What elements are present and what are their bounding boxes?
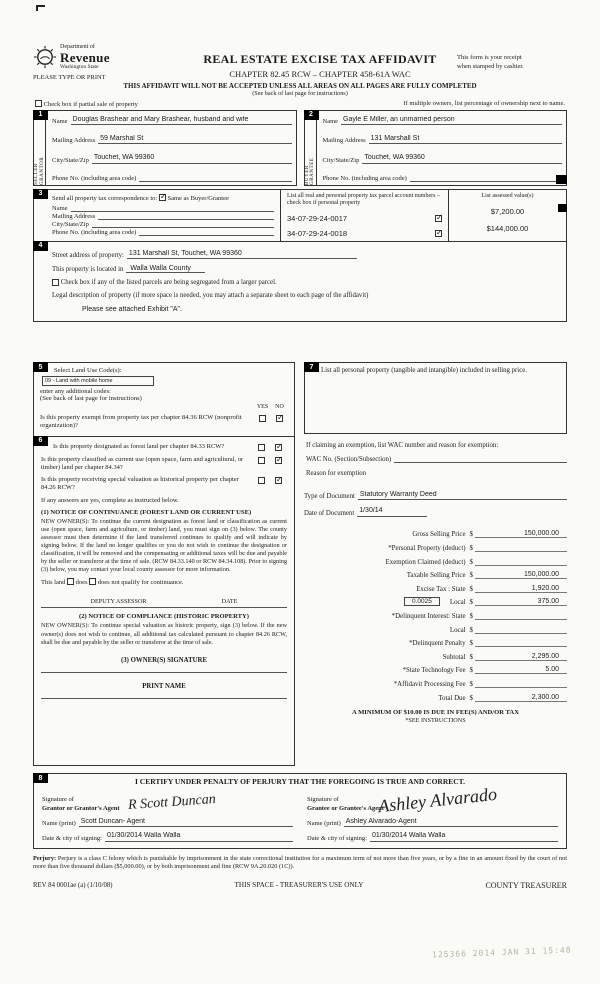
grantee-name-print-field[interactable]: Ashley Alvarado-Agent	[344, 818, 558, 827]
notice-continuance-title: (1) NOTICE OF CONTINUANCE (FOREST LAND OR CURRENT USE)	[41, 509, 252, 516]
seller-mailing-field[interactable]: 59 Marshal St	[98, 135, 291, 144]
seller-phone-label: Phone No. (including area code)	[52, 174, 137, 182]
grantee-signature[interactable]: Ashley Alvarado	[377, 783, 498, 817]
buyer-mailing-field[interactable]: 131 Marshall St	[369, 135, 562, 144]
taxable-selling-price-label: Taxable Selling Price	[406, 572, 466, 580]
forest-land-question: Is this property designated as forest land per chapter 84.33 RCW?	[53, 442, 225, 450]
segregated-checkbox[interactable]	[52, 279, 59, 286]
certification-statement: I CERTIFY UNDER PENALTY OF PERJURY THAT THE FOREGOING IS TRUE AND CORRECT.	[134, 777, 465, 787]
grantee-strip-label: GRANTEE	[310, 157, 315, 185]
currency-symbol: $	[469, 558, 473, 566]
currency-symbol: $	[469, 531, 473, 539]
perjury-lead: Perjury:	[33, 854, 57, 862]
parcel-row	[287, 229, 442, 238]
historic-question: Is this property receiving special valuation as historical property per chapter 84.26 RCW?	[41, 475, 239, 491]
scan-mark	[36, 5, 45, 11]
historic-yes-checkbox[interactable]	[258, 477, 265, 484]
buyer-name-field[interactable]: Gayle E Miller, an unmarried person	[341, 116, 562, 125]
does-checkbox[interactable]	[67, 578, 74, 585]
grantee-date-city-field[interactable]: 01/30/2014 Walla Walla	[370, 832, 558, 841]
exemption-claimed-label: Exemption Claimed (deduct)	[385, 558, 466, 566]
currency-symbol: $	[469, 599, 473, 607]
grantee-sig-label-2: Grantee or Grantee's Agent	[307, 804, 384, 812]
section-8	[33, 773, 567, 849]
buyer-city-field[interactable]: Touchet, WA 99360	[362, 154, 562, 163]
parcel-number-field[interactable]: 34-07-29-24-0018	[287, 228, 348, 238]
parcel-number-field[interactable]: 34-07-29-24-0017	[287, 213, 348, 223]
personal-property-deduct-label: *Personal Property (deduct)	[388, 545, 466, 552]
perjury-text: Perjury is a class C felony which is punishable by imprisonment in the state correctional institution for a maximum term of not more than five years, or by a fine in an amount fixed by the court of not more than five thousand dollars ($5,000.00), or by both imprisonment and fine (RCW 9A.20.020 (1C)).	[33, 854, 567, 871]
owner-signature-line[interactable]	[41, 672, 287, 673]
land-use-label: Select Land Use Code(s):	[54, 367, 122, 375]
seller-mailing-label: Mailing Address	[52, 137, 96, 145]
affidavit-processing-fee-label: *Affidavit Processing Fee	[393, 680, 466, 688]
perjury-notice	[33, 855, 567, 872]
grantee-date-city-label: Date & city of signing:	[307, 834, 367, 842]
see-back-note: (See back of last page for instructions)	[252, 89, 348, 97]
form-header	[33, 44, 567, 81]
forest-no-checkbox[interactable]	[275, 444, 282, 451]
section-6-badge: 6	[33, 436, 48, 446]
grantor-name-print-label: Name (print)	[42, 820, 76, 828]
receipt-note-line1: This form is your receipt	[457, 54, 522, 61]
current-use-no-checkbox[interactable]	[275, 457, 282, 464]
wac-number-label: WAC No. (Section/Subsection)	[306, 456, 392, 464]
yes-column-header: YES	[256, 404, 269, 411]
legal-description-field[interactable]: Please see attached Exhibit "A".	[82, 306, 182, 314]
section-2-badge: 2	[304, 110, 319, 120]
doc-type-label: Type of Document	[304, 493, 355, 501]
buyer-name-label: Name	[322, 118, 339, 126]
historic-no-checkbox[interactable]	[275, 477, 282, 484]
state-technology-fee-label: *State Technology Fee	[402, 667, 466, 675]
section-4	[33, 241, 567, 322]
notice-compliance-body: NEW OWNER(S): To continue special valuation as historic property, sign (3) below. If the new owner(s) does not wish to continue, all additional tax calculated pursuant to chapter 84.26 RCW, shall be due and payable by the seller or transferor at the time of sale.	[41, 622, 287, 646]
section-7	[304, 362, 567, 766]
seller-strip-label: SELLER	[34, 162, 39, 185]
section-3	[33, 189, 567, 242]
delinquent-interest-state-field[interactable]	[475, 619, 567, 620]
please-type-label: PLEASE TYPE OR PRINT	[33, 73, 106, 81]
parcel-personal-checkbox[interactable]	[435, 230, 442, 237]
county-field[interactable]: Walla Walla County	[126, 265, 205, 273]
seller-grantor-strip	[34, 111, 46, 185]
corr-name-label: Name	[52, 204, 68, 212]
exempt-yes-checkbox[interactable]	[259, 415, 266, 422]
section-7-badge: 7	[304, 362, 319, 372]
dept-of-label: Department of	[60, 44, 95, 50]
buyer-mailing-label: Mailing Address	[322, 137, 366, 145]
delinquent-penalty-label: *Delinquent Penalty	[409, 640, 466, 648]
currency-symbol: $	[469, 653, 473, 661]
form-chapter: CHAPTER 82.45 RCW – CHAPTER 458-61A WAC	[229, 69, 411, 79]
excise-tax-state-field[interactable]: 1,920.00	[475, 585, 567, 593]
minimum-fee-note: A MINIMUM OF $10.00 IS DUE IN FEE(S) AND/OR TAX	[352, 708, 519, 716]
seller-name-label: Name	[52, 118, 68, 126]
doc-date-field[interactable]: 1/30/14	[357, 507, 427, 516]
corr-phone-field[interactable]	[139, 228, 274, 236]
total-due-label: Total Due	[438, 694, 466, 702]
current-use-yes-checkbox[interactable]	[258, 457, 265, 464]
reason-exemption-label: Reason for exemption	[306, 470, 367, 478]
section-5-badge: 5	[33, 362, 48, 372]
personal-property-deduct-field[interactable]	[475, 551, 567, 552]
seller-name-field[interactable]: Douglas Brashear and Mary Brashear, husband and wife	[71, 116, 292, 125]
additional-codes-label: enter any additional codes:	[40, 388, 111, 396]
exempt-no-checkbox[interactable]	[276, 415, 283, 422]
buyer-section	[304, 110, 568, 186]
doc-type-field[interactable]: Statutory Warranty Deed	[358, 491, 567, 500]
segregated-label: Check box if any of the listed parcels are being segregated from a larger parcel.	[60, 279, 277, 287]
see-back-note-2: (See back of last page for instructions)	[40, 395, 142, 403]
buyer-city-label: City/State/Zip	[322, 156, 360, 164]
agency-block	[33, 44, 183, 81]
seller-city-field[interactable]: Touchet, WA 99360	[92, 154, 292, 163]
corr-name-field[interactable]	[71, 204, 274, 212]
assessed-value-field[interactable]: $144,000.00	[486, 223, 529, 233]
partial-sale-row	[35, 100, 138, 108]
forest-yes-checkbox[interactable]	[258, 444, 265, 451]
section-5	[34, 363, 294, 436]
grantor-strip-label: GRANTOR	[39, 156, 45, 185]
gross-selling-price-field[interactable]: 150,000.00	[475, 530, 567, 538]
corr-phone-label: Phone No. (including area code)	[52, 228, 137, 236]
if-yes-note: If any answers are yes, complete as instructed below.	[41, 497, 179, 504]
parcel-row	[287, 214, 442, 223]
grantee-name-print-label: Name (print)	[307, 820, 341, 828]
cashier-stamp: 125366 2014 JAN 31 15:48	[432, 945, 573, 960]
deputy-assessor-label: DEPUTY ASSESSOR	[90, 598, 147, 606]
doc-date-label: Date of Document	[304, 509, 355, 517]
qualify-suffix: qualify for continuance.	[121, 579, 184, 587]
grantor-date-city-label: Date & city of signing:	[42, 834, 102, 842]
excise-tax-local-field[interactable]: 375.00	[475, 598, 567, 606]
legal-description-label: Legal description of property (if more space is needed, you may attach a separate sheet to each page of the affidavit)	[52, 292, 369, 300]
grantor-sig-label-2: Grantor or Grantor's Agent	[42, 804, 120, 812]
same-as-buyer-label: Same as Buyer/Grantee	[167, 194, 229, 202]
does-not-checkbox[interactable]	[89, 578, 96, 585]
scan-artifact	[558, 204, 567, 212]
buyer-strip-label: BUYER	[304, 164, 310, 185]
assessed-value-header: List assessed value(s)	[481, 192, 534, 199]
corr-mailing-field[interactable]	[98, 212, 274, 220]
buyer-phone-field[interactable]	[410, 174, 562, 182]
subtotal-field[interactable]: 2,295.00	[475, 653, 567, 661]
currency-symbol: $	[469, 545, 473, 552]
section-8-badge: 8	[33, 773, 48, 783]
currency-symbol: $	[469, 612, 473, 620]
exempt-question-label: Is this property exempt from property tax per chapter 84.36 RCW (nonprofit organization)?	[40, 414, 242, 430]
delinquent-interest-state-label: *Delinquent Interest: State	[391, 612, 466, 620]
date-label: DATE	[221, 598, 238, 606]
parcel-numbers-header: List all real and personal property tax parcel account numbers – check box if personal property	[287, 192, 440, 207]
grantee-signature-block	[307, 783, 558, 842]
section-1-badge: 1	[33, 110, 48, 120]
see-instructions-note: *SEE INSTRUCTIONS	[405, 716, 466, 724]
total-due-field[interactable]: 2,300.00	[475, 694, 567, 702]
assessed-value-field[interactable]: $7,200.00	[490, 206, 525, 216]
delinquent-penalty-field[interactable]	[475, 646, 567, 647]
currency-symbol: $	[469, 667, 473, 675]
scan-artifact	[556, 175, 567, 184]
grantor-signature-block	[42, 789, 293, 842]
excise-tax-local-label: Local	[449, 599, 466, 607]
print-name-label: PRINT NAME	[142, 682, 186, 690]
land-use-select[interactable]: 09 - Land with mobile home	[42, 376, 154, 386]
currency-symbol: $	[469, 572, 473, 580]
section-6	[34, 437, 294, 766]
local-rate-box: 0.0025	[404, 597, 440, 606]
located-in-label: This property is located in	[52, 266, 124, 274]
grantee-sig-label-1: Signature of	[307, 796, 339, 804]
section-4-badge: 4	[33, 241, 48, 251]
state-technology-fee-field[interactable]: 5.00	[475, 666, 567, 674]
currency-symbol: $	[469, 626, 473, 634]
gross-selling-price-label: Gross Selling Price	[412, 531, 466, 539]
revenue-wordmark: Revenue	[60, 49, 110, 65]
grantor-signature[interactable]: R Scott Duncan	[127, 791, 216, 814]
owner-signature-label: (3) OWNER(S) SIGNATURE	[121, 656, 207, 664]
excise-tax-state-label: Excise Tax : State	[416, 585, 466, 593]
corr-city-label: City/State/Zip	[52, 220, 89, 228]
currency-symbol: $	[469, 694, 473, 702]
same-as-buyer-checkbox[interactable]	[159, 194, 166, 201]
exemption-claim-label: If claiming an exemption, list WAC number and reason for exemption:	[306, 442, 499, 450]
exemption-claimed-field[interactable]	[475, 565, 567, 566]
treasurer-space-label: THIS SPACE - TREASURER'S USE ONLY	[234, 881, 364, 890]
delinquent-interest-local-field[interactable]	[475, 633, 567, 634]
completion-warning: THIS AFFIDAVIT WILL NOT BE ACCEPTED UNLESS ALL AREAS ON ALL PAGES ARE FULLY COMPLETED	[123, 81, 477, 90]
currency-symbol: $	[469, 680, 473, 688]
corr-mailing-label: Mailing Address	[52, 212, 96, 220]
taxable-selling-price-field[interactable]: 150,000.00	[475, 571, 567, 579]
currency-symbol: $	[469, 640, 473, 648]
county-treasurer-label: COUNTY TREASURER	[485, 880, 567, 890]
seller-section	[33, 110, 297, 186]
corr-city-field[interactable]	[92, 220, 274, 228]
revenue-logo-icon	[33, 45, 57, 69]
does-not-label: does not	[97, 579, 120, 587]
deputy-signature-line[interactable]	[41, 607, 287, 608]
seller-city-label: City/State/Zip	[52, 156, 89, 164]
form-title: REAL ESTATE EXCISE TAX AFFIDAVIT	[203, 52, 437, 66]
wac-number-field[interactable]	[394, 455, 567, 463]
street-address-label: Street address of property:	[52, 252, 124, 260]
current-use-question: Is this property classified as current use (open space, farm and agricultural, or timber) land per chapter 84.34?	[41, 455, 244, 471]
seller-phone-field[interactable]	[139, 174, 291, 182]
send-correspondence-label: Send all property tax correspondence to:	[52, 194, 158, 202]
partial-sale-checkbox[interactable]	[35, 100, 42, 107]
print-name-line[interactable]	[41, 698, 287, 699]
receipt-note	[457, 44, 567, 72]
form-revision-number: REV 84 0001ae (a) (1/10/08)	[33, 881, 113, 889]
no-column-header: NO	[275, 404, 284, 411]
qualify-prefix: This land	[41, 579, 66, 587]
parcel-personal-checkbox[interactable]	[435, 215, 442, 222]
buyer-grantee-strip	[305, 111, 317, 185]
subtotal-label: Subtotal	[442, 653, 466, 661]
notice-compliance-title: (2) NOTICE OF COMPLIANCE (HISTORIC PROPERTY)	[79, 613, 249, 621]
washington-state-label: Washington State	[60, 63, 99, 70]
partial-sale-label: Check box if partial sale of property	[43, 100, 138, 108]
section-3-badge: 3	[33, 189, 48, 199]
notice-continuance-body: NEW OWNER(S): To continue the current designation as forest land or classification as current use (open space, farm and agriculture, or timber) land, you must sign on (3) below. The county assessor must then determine if the land transferred continues to qualify and will indicate by signing below. If the land no longer qualifies or you do not wish to continue the designation or classification, it will be removed and the compensating or additional taxes will be due and payable by the seller or transferor at the time of sale. (RCW 84.33.140 or RCW 84.34.108). Prior to signing (3) below, you may contact your local county assessor for more information.	[41, 518, 287, 574]
buyer-phone-label: Phone No. (including area code)	[322, 174, 407, 182]
grantor-date-city-field[interactable]: 01/30/2014 Walla Walla	[105, 832, 293, 841]
delinquent-interest-local-label: Local	[449, 626, 466, 634]
currency-symbol: $	[469, 585, 473, 593]
affidavit-processing-fee-field[interactable]	[475, 687, 567, 688]
does-label: does	[75, 579, 88, 587]
personal-property-label: List all personal property (tangible and intangible) included in selling price.	[321, 367, 527, 375]
grantor-sig-label-1: Signature of	[42, 796, 74, 804]
street-address-field[interactable]: 131 Marshall St, Touchet, WA 99360	[127, 250, 357, 259]
grantor-name-print-field[interactable]: Scott Duncan- Agent	[79, 818, 293, 827]
multiple-owners-note: If multiple owners, list percentage of ownership next to name.	[403, 99, 565, 107]
receipt-note-line2: when stamped by cashier.	[457, 62, 524, 70]
